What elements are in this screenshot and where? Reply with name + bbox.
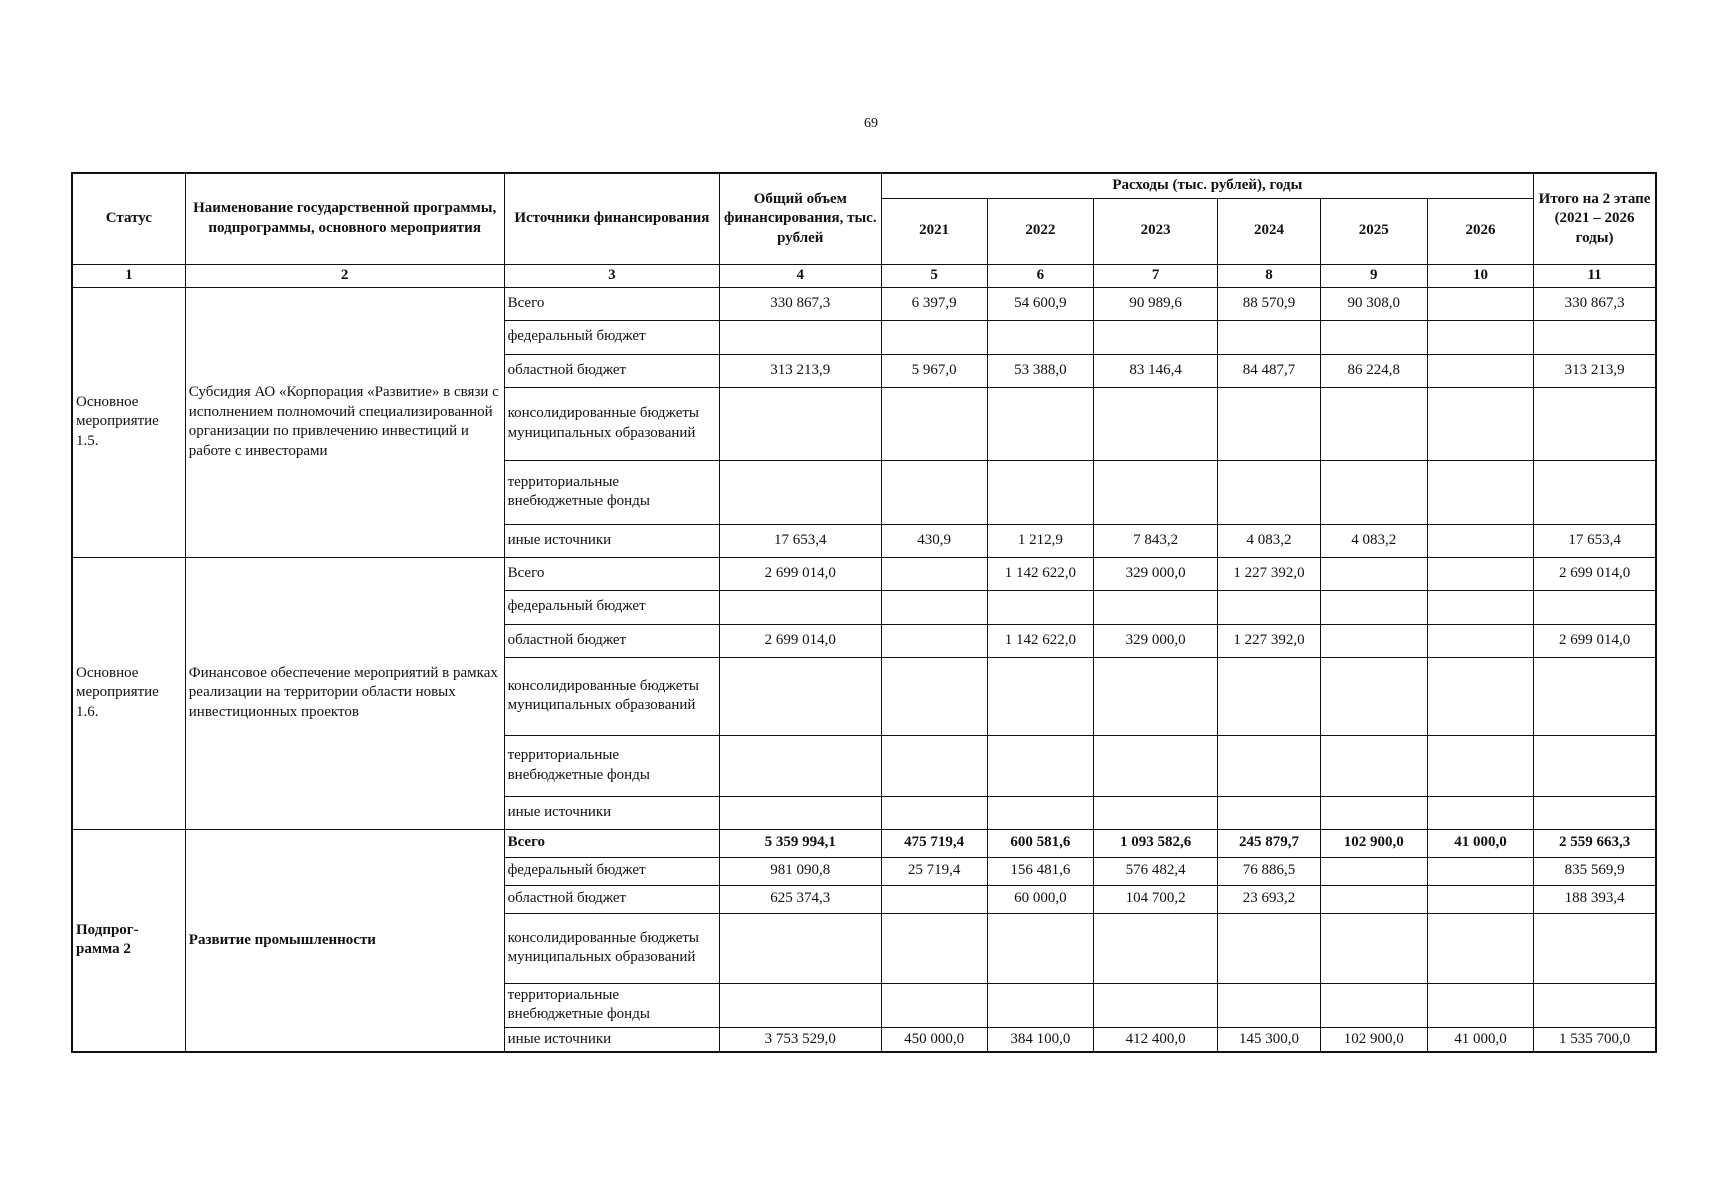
amount-total: 2 699 014,0 bbox=[720, 557, 881, 590]
amount-y2022 bbox=[987, 913, 1093, 983]
amount-y2026 bbox=[1427, 857, 1533, 885]
column-number: 7 bbox=[1094, 264, 1218, 287]
amount-y2022 bbox=[987, 735, 1093, 796]
amount-y2022: 600 581,6 bbox=[987, 829, 1093, 857]
amount-y2021 bbox=[881, 387, 987, 460]
funding-source: Всего bbox=[504, 287, 720, 320]
amount-y2025 bbox=[1320, 983, 1427, 1027]
amount-y2024 bbox=[1218, 320, 1320, 354]
amount-y2024: 84 487,7 bbox=[1218, 354, 1320, 387]
amount-y2023 bbox=[1094, 460, 1218, 524]
header-itogo: Итого на 2 этапе (2021 – 2026 годы) bbox=[1534, 173, 1656, 264]
amount-y2026 bbox=[1427, 735, 1533, 796]
funding-source: консолидированные бюджеты муниципальных образований bbox=[504, 387, 720, 460]
amount-total bbox=[720, 735, 881, 796]
amount-itogo bbox=[1534, 590, 1656, 624]
amount-y2026 bbox=[1427, 387, 1533, 460]
amount-y2025 bbox=[1320, 796, 1427, 829]
amount-y2026 bbox=[1427, 524, 1533, 557]
amount-y2022: 1 212,9 bbox=[987, 524, 1093, 557]
amount-y2024 bbox=[1218, 590, 1320, 624]
amount-total: 5 359 994,1 bbox=[720, 829, 881, 857]
funding-source: территориальные внебюджетные фонды bbox=[504, 983, 720, 1027]
header-year: 2021 bbox=[881, 198, 987, 264]
amount-y2022: 1 142 622,0 bbox=[987, 557, 1093, 590]
header-year: 2025 bbox=[1320, 198, 1427, 264]
amount-y2025 bbox=[1320, 557, 1427, 590]
amount-y2021: 6 397,9 bbox=[881, 287, 987, 320]
amount-y2024: 1 227 392,0 bbox=[1218, 624, 1320, 657]
amount-y2026 bbox=[1427, 983, 1533, 1027]
amount-itogo bbox=[1534, 320, 1656, 354]
amount-y2021 bbox=[881, 913, 987, 983]
amount-itogo: 2 559 663,3 bbox=[1534, 829, 1656, 857]
funding-source: федеральный бюджет bbox=[504, 857, 720, 885]
amount-y2021 bbox=[881, 624, 987, 657]
amount-y2023: 7 843,2 bbox=[1094, 524, 1218, 557]
amount-y2021 bbox=[881, 796, 987, 829]
column-number: 2 bbox=[185, 264, 504, 287]
amount-y2023: 576 482,4 bbox=[1094, 857, 1218, 885]
amount-y2021 bbox=[881, 557, 987, 590]
amount-y2021 bbox=[881, 460, 987, 524]
column-number: 8 bbox=[1218, 264, 1320, 287]
amount-y2023: 1 093 582,6 bbox=[1094, 829, 1218, 857]
amount-total bbox=[720, 320, 881, 354]
page-number: 69 bbox=[864, 116, 878, 131]
column-number: 1 bbox=[72, 264, 185, 287]
amount-total: 625 374,3 bbox=[720, 885, 881, 913]
amount-y2025 bbox=[1320, 857, 1427, 885]
amount-itogo: 835 569,9 bbox=[1534, 857, 1656, 885]
amount-y2022: 384 100,0 bbox=[987, 1027, 1093, 1052]
amount-y2021 bbox=[881, 735, 987, 796]
header-year: 2026 bbox=[1427, 198, 1533, 264]
header-name: Наименование государственной программы, подпрограммы, основного мероприятия bbox=[185, 173, 504, 264]
amount-y2022 bbox=[987, 796, 1093, 829]
amount-total: 981 090,8 bbox=[720, 857, 881, 885]
amount-y2021: 25 719,4 bbox=[881, 857, 987, 885]
header-status: Статус bbox=[72, 173, 185, 264]
amount-total bbox=[720, 983, 881, 1027]
amount-y2022: 156 481,6 bbox=[987, 857, 1093, 885]
amount-y2025: 4 083,2 bbox=[1320, 524, 1427, 557]
funding-source: иные источники bbox=[504, 1027, 720, 1052]
amount-y2026 bbox=[1427, 590, 1533, 624]
column-number: 9 bbox=[1320, 264, 1427, 287]
amount-itogo bbox=[1534, 796, 1656, 829]
funding-source: областной бюджет bbox=[504, 354, 720, 387]
amount-y2022 bbox=[987, 590, 1093, 624]
amount-y2025 bbox=[1320, 885, 1427, 913]
amount-y2024: 245 879,7 bbox=[1218, 829, 1320, 857]
amount-itogo bbox=[1534, 460, 1656, 524]
amount-y2025: 90 308,0 bbox=[1320, 287, 1427, 320]
amount-y2022 bbox=[987, 387, 1093, 460]
funding-source: территориальные внебюджетные фонды bbox=[504, 460, 720, 524]
amount-y2025 bbox=[1320, 590, 1427, 624]
amount-y2026 bbox=[1427, 657, 1533, 735]
funding-source: территориальные внебюджетные фонды bbox=[504, 735, 720, 796]
row-status: Подпрог-рамма 2 bbox=[72, 829, 185, 1052]
funding-source: иные источники bbox=[504, 796, 720, 829]
amount-y2026: 41 000,0 bbox=[1427, 829, 1533, 857]
header-year: 2022 bbox=[987, 198, 1093, 264]
amount-y2023: 83 146,4 bbox=[1094, 354, 1218, 387]
column-number: 3 bbox=[504, 264, 720, 287]
row-program-name: Субсидия АО «Корпорация «Развитие» в связи с исполнением полномочий специализированной организации по привлечению инвестиций и работе с инвесторами bbox=[185, 287, 504, 557]
amount-itogo: 17 653,4 bbox=[1534, 524, 1656, 557]
funding-source: Всего bbox=[504, 557, 720, 590]
amount-y2022 bbox=[987, 983, 1093, 1027]
amount-total bbox=[720, 387, 881, 460]
funding-source: консолидированные бюджеты муниципальных образований bbox=[504, 913, 720, 983]
row-program-name: Развитие промышленности bbox=[185, 829, 504, 1052]
funding-source: областной бюджет bbox=[504, 624, 720, 657]
funding-source: Всего bbox=[504, 829, 720, 857]
amount-y2024 bbox=[1218, 657, 1320, 735]
amount-y2025 bbox=[1320, 657, 1427, 735]
amount-y2023 bbox=[1094, 320, 1218, 354]
amount-y2024: 4 083,2 bbox=[1218, 524, 1320, 557]
amount-total: 330 867,3 bbox=[720, 287, 881, 320]
amount-itogo bbox=[1534, 657, 1656, 735]
amount-itogo bbox=[1534, 735, 1656, 796]
table-row bbox=[72, 287, 1656, 320]
amount-itogo: 313 213,9 bbox=[1534, 354, 1656, 387]
amount-y2023 bbox=[1094, 590, 1218, 624]
amount-y2024 bbox=[1218, 460, 1320, 524]
amount-y2022 bbox=[987, 657, 1093, 735]
column-number: 5 bbox=[881, 264, 987, 287]
column-number: 4 bbox=[720, 264, 881, 287]
amount-y2026: 41 000,0 bbox=[1427, 1027, 1533, 1052]
amount-y2023: 90 989,6 bbox=[1094, 287, 1218, 320]
amount-itogo: 2 699 014,0 bbox=[1534, 557, 1656, 590]
amount-y2021 bbox=[881, 320, 987, 354]
amount-y2026 bbox=[1427, 624, 1533, 657]
amount-y2022 bbox=[987, 320, 1093, 354]
amount-y2026 bbox=[1427, 320, 1533, 354]
funding-source: федеральный бюджет bbox=[504, 320, 720, 354]
amount-y2023 bbox=[1094, 735, 1218, 796]
amount-y2024: 88 570,9 bbox=[1218, 287, 1320, 320]
amount-y2026 bbox=[1427, 885, 1533, 913]
funding-source: федеральный бюджет bbox=[504, 590, 720, 624]
amount-y2026 bbox=[1427, 796, 1533, 829]
amount-y2025 bbox=[1320, 460, 1427, 524]
amount-y2025 bbox=[1320, 320, 1427, 354]
amount-y2022 bbox=[987, 460, 1093, 524]
amount-y2025: 86 224,8 bbox=[1320, 354, 1427, 387]
column-number: 10 bbox=[1427, 264, 1533, 287]
amount-y2023 bbox=[1094, 657, 1218, 735]
table-row bbox=[72, 829, 1656, 857]
amount-y2023 bbox=[1094, 983, 1218, 1027]
amount-itogo bbox=[1534, 913, 1656, 983]
table-row bbox=[72, 557, 1656, 590]
amount-total bbox=[720, 657, 881, 735]
amount-y2022: 54 600,9 bbox=[987, 287, 1093, 320]
amount-y2021 bbox=[881, 590, 987, 624]
amount-y2025: 102 900,0 bbox=[1320, 829, 1427, 857]
amount-y2024 bbox=[1218, 387, 1320, 460]
amount-y2022: 1 142 622,0 bbox=[987, 624, 1093, 657]
amount-total bbox=[720, 796, 881, 829]
amount-y2026 bbox=[1427, 460, 1533, 524]
amount-y2026 bbox=[1427, 557, 1533, 590]
header-sources: Источники финансирования bbox=[504, 173, 720, 264]
amount-y2021: 450 000,0 bbox=[881, 1027, 987, 1052]
amount-total bbox=[720, 460, 881, 524]
amount-total: 3 753 529,0 bbox=[720, 1027, 881, 1052]
amount-y2026 bbox=[1427, 913, 1533, 983]
amount-total: 2 699 014,0 bbox=[720, 624, 881, 657]
amount-total bbox=[720, 913, 881, 983]
amount-total: 17 653,4 bbox=[720, 524, 881, 557]
header-total: Общий объем финансирования, тыс. рублей bbox=[720, 173, 881, 264]
amount-y2023: 329 000,0 bbox=[1094, 624, 1218, 657]
amount-y2021 bbox=[881, 983, 987, 1027]
amount-itogo: 2 699 014,0 bbox=[1534, 624, 1656, 657]
amount-y2023: 104 700,2 bbox=[1094, 885, 1218, 913]
amount-y2024 bbox=[1218, 735, 1320, 796]
header-expenses: Расходы (тыс. рублей), годы bbox=[881, 173, 1534, 198]
amount-itogo: 1 535 700,0 bbox=[1534, 1027, 1656, 1052]
amount-y2026 bbox=[1427, 287, 1533, 320]
funding-source: иные источники bbox=[504, 524, 720, 557]
amount-y2023 bbox=[1094, 387, 1218, 460]
amount-y2021 bbox=[881, 657, 987, 735]
amount-itogo: 188 393,4 bbox=[1534, 885, 1656, 913]
amount-y2025 bbox=[1320, 624, 1427, 657]
amount-y2023 bbox=[1094, 913, 1218, 983]
funding-source: областной бюджет bbox=[504, 885, 720, 913]
amount-y2022: 53 388,0 bbox=[987, 354, 1093, 387]
row-status: Основное мероприятие 1.5. bbox=[72, 287, 185, 557]
amount-y2024: 76 886,5 bbox=[1218, 857, 1320, 885]
amount-y2024 bbox=[1218, 983, 1320, 1027]
amount-y2025 bbox=[1320, 913, 1427, 983]
amount-y2024: 1 227 392,0 bbox=[1218, 557, 1320, 590]
amount-itogo bbox=[1534, 387, 1656, 460]
amount-y2024 bbox=[1218, 913, 1320, 983]
column-number: 6 bbox=[987, 264, 1093, 287]
amount-y2025: 102 900,0 bbox=[1320, 1027, 1427, 1052]
header-year: 2023 bbox=[1094, 198, 1218, 264]
amount-total bbox=[720, 590, 881, 624]
amount-y2022: 60 000,0 bbox=[987, 885, 1093, 913]
amount-y2021: 475 719,4 bbox=[881, 829, 987, 857]
amount-y2025 bbox=[1320, 735, 1427, 796]
amount-y2021: 430,9 bbox=[881, 524, 987, 557]
amount-total: 313 213,9 bbox=[720, 354, 881, 387]
row-status: Основное мероприятие 1.6. bbox=[72, 557, 185, 829]
amount-y2025 bbox=[1320, 387, 1427, 460]
amount-y2023: 412 400,0 bbox=[1094, 1027, 1218, 1052]
amount-itogo: 330 867,3 bbox=[1534, 287, 1656, 320]
amount-itogo bbox=[1534, 983, 1656, 1027]
column-number: 11 bbox=[1534, 264, 1656, 287]
amount-y2024: 23 693,2 bbox=[1218, 885, 1320, 913]
amount-y2024 bbox=[1218, 796, 1320, 829]
amount-y2023 bbox=[1094, 796, 1218, 829]
amount-y2023: 329 000,0 bbox=[1094, 557, 1218, 590]
header-year: 2024 bbox=[1218, 198, 1320, 264]
amount-y2021: 5 967,0 bbox=[881, 354, 987, 387]
amount-y2021 bbox=[881, 885, 987, 913]
funding-source: консолидированные бюджеты муниципальных образований bbox=[504, 657, 720, 735]
financing-table bbox=[71, 172, 1657, 1053]
row-program-name: Финансовое обеспечение мероприятий в рамках реализации на территории области новых инвестиционных проектов bbox=[185, 557, 504, 829]
amount-y2026 bbox=[1427, 354, 1533, 387]
amount-y2024: 145 300,0 bbox=[1218, 1027, 1320, 1052]
